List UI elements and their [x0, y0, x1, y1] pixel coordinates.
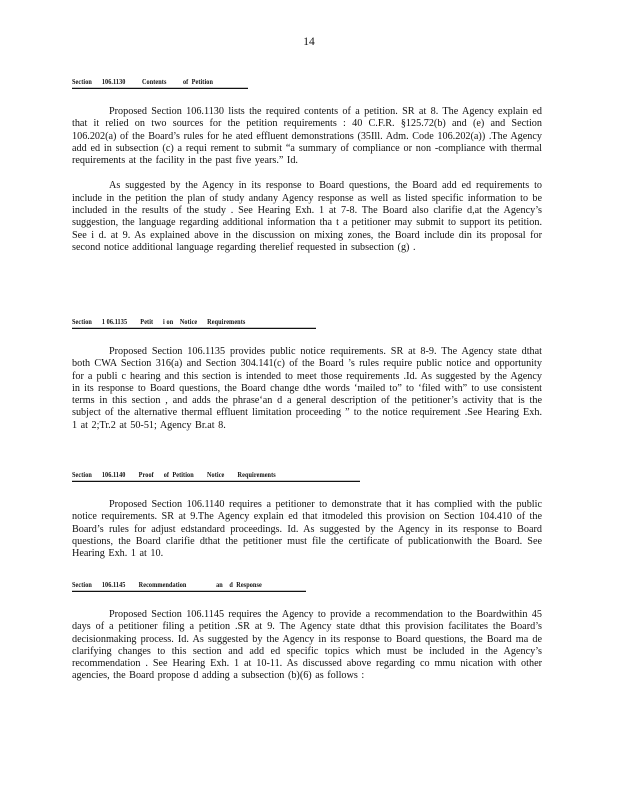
paragraph: Proposed Section 106.1140 requires a petitioner to demonstrate that it has complied with the public notice requirements. SR at 9.The Agency explain ed that itmodeled this provision on Section 104.410 of the Board’s rules for adjust edstandard proceedings. Id. As suggested by the Agency in its response to Board questions, the Board clarifie dthat the petitioner must file the certificate of publicationwith the Board. See Hearing Exh. 1 at 10. — [72, 499, 542, 560]
section-106-1145 — [72, 575, 542, 683]
section-heading-text: Section 1 06.1135 Petit i on Notice Requirements — [72, 318, 316, 329]
section-106-1130 — [72, 72, 542, 254]
section-heading-text: Section 106.1130 Contents of Petition — [72, 78, 248, 89]
paragraph: As suggested by the Agency in its response to Board questions, the Board add ed requirements to include in the petition the plan of study andany Agency response as well as listed specific information to be included in the results of the study . See Hearing Exh. 1 at 7-8. The Board also clarifie d,at the Agency’s suggestion, the language regarding additional information tha t a petitioner may submit to support its petition. See i d. at 9. As explained above in the discussion on mixing zones, the Board include din its proposal for second notice additional language regarding therelief requested in subsection (g) . — [72, 180, 542, 253]
paragraph: Proposed Section 106.1135 provides public notice requirements. SR at 8-9. The Agency state dthat both CWA Section 316(a) and Section 304.141(c) of the Board ’s rules require public notice and opportunity for a publi c hearing and this section is intended to meet those requirements .Id. As suggested by the Agency in its response to Board questions, the Board change dthe words ‘mailed to” to ‘filed with” to use consistent terms in this section , and adds the phrase‘an d a general description of the petitioner’s activity that is the subject of the alternative thermal effluent limitation proceeding ” to the notice requirement .See Hearing Exh. 1 at 2;Tr.2 at 50-51; Agency Br.at 8. — [72, 346, 542, 431]
section-heading-text: Section 106.1140 Proof of Petition Notice Requirements — [72, 471, 360, 482]
paragraph: Proposed Section 106.1145 requires the Agency to provide a recommendation to the Boardwithin 45 days of a petitioner filing a petition .SR at 9. The Agency state dthat this provision facilitates the Board’s decisionmaking process. Id. As suggested by the Agency in its response to Board questions, the Board ma de clarifying changes to this section and add ed specific topics which must be included in the Agency’s recommendation . See Hearing Exh. 1 at 10-11. As discussed above regarding co mmu nication with other agencies, the Board propose d adding a subsection (b)(6) as follows : — [72, 609, 542, 682]
section-106-1140 — [72, 465, 542, 560]
section-heading — [72, 72, 542, 90]
page-number: 14 — [303, 36, 315, 48]
paragraph: Proposed Section 106.1130 lists the required contents of a petition. SR at 8. The Agency explain ed that it relied on two sources for the petition requirements : 40 C.F.R. §125.72(b) and (e) and Section 106.202(a) of the Board’s rules for he ated effluent demonstrations (35Ill. Adm. Code 106.202(a)) .The Agency add ed in subsection (c) a requi rement to submit “a summary of compliance or non -compliance with thermal requirements at the facility in the past five years.” Id. — [72, 106, 542, 167]
section-heading — [72, 575, 542, 593]
section-heading — [72, 312, 542, 330]
section-106-1135 — [72, 312, 542, 432]
section-heading — [72, 465, 542, 483]
section-heading-text: Section 106.1145 Recommendation an d Response — [72, 581, 306, 592]
